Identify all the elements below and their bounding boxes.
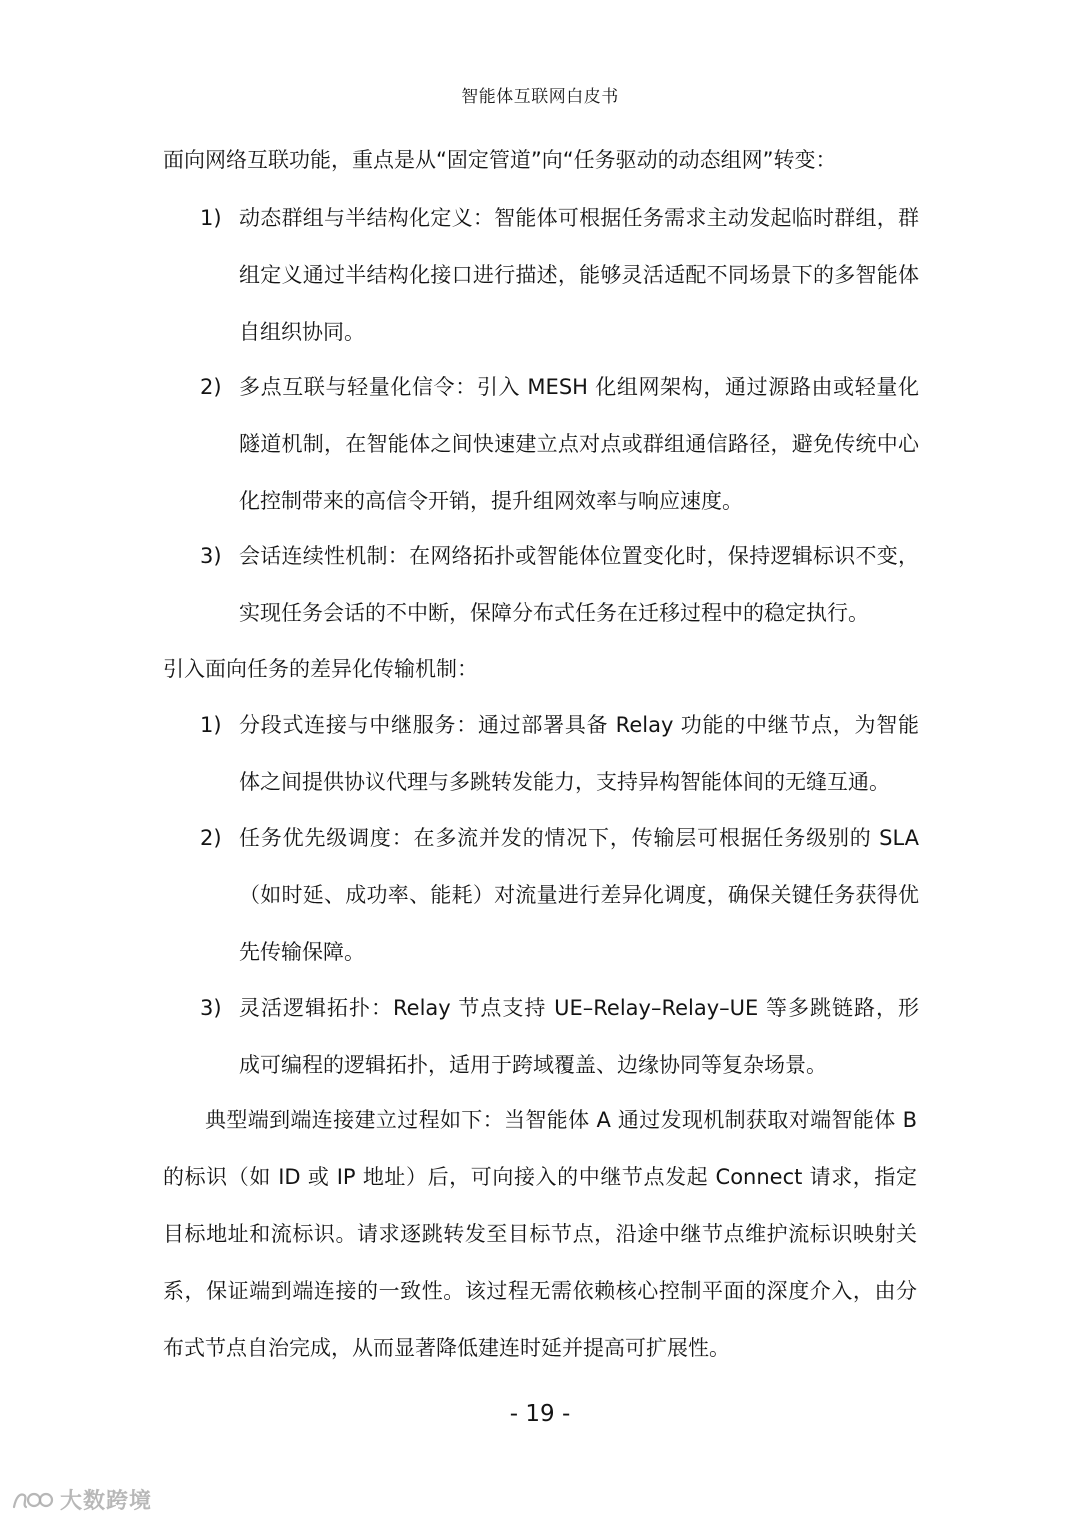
watermark-text: 大数跨境 bbox=[60, 1489, 153, 1514]
brand-logo-icon bbox=[10, 1487, 54, 1513]
list-item-text: 任务优先级调度：在多流并发的情况下，传输层可根据任务级别的 SLA（如时延、成功率、能耗）对流量进行差异化调度，确保关键任务获得优先传输保障。 bbox=[239, 825, 919, 964]
list-item-text: 动态群组与半结构化定义：智能体可根据任务需求主动发起临时群组，群组定义通过半结构化接口进行描述，能够灵活适配不同场景下的多智能体自组织协同。 bbox=[239, 205, 919, 344]
list-item-text: 灵活逻辑拓扑：Relay 节点支持 UE–Relay–Relay–UE 等多跳链路，形成可编程的逻辑拓扑，适用于跨域覆盖、边缘协同等复杂场景。 bbox=[239, 995, 919, 1077]
list-item-number: 3) bbox=[200, 996, 222, 1020]
list-item-number: 1) bbox=[200, 206, 222, 230]
section-intro: 引入面向任务的差异化传输机制： bbox=[163, 657, 478, 681]
list-item-number: 1) bbox=[200, 713, 222, 737]
list-item-text: 分段式连接与中继服务：通过部署具备 Relay 功能的中继节点，为智能体之间提供协议代理与多跳转发能力，支持异构智能体间的无缝互通。 bbox=[239, 712, 919, 794]
page-number: - 19 - bbox=[509, 1401, 571, 1427]
watermark bbox=[10, 1484, 152, 1515]
list-item-number: 2) bbox=[200, 826, 222, 850]
page-header-title: 智能体互联网白皮书 bbox=[461, 87, 619, 107]
list-item-number: 3) bbox=[200, 544, 222, 568]
body-paragraph: 典型端到端连接建立过程如下：当智能体 A 通过发现机制获取对端智能体 B 的标识（如 ID 或 IP 地址）后，可向接入的中继节点发起 Connect 请求，指定目标地址和流标识。请求逐跳转发至目标节点，沿途中继节点维护流标识映射关系，保证端到端连接的一致性。该过程无需依赖核心控制平面的深度介入，由分布式节点自治完成，从而显著降低建连时延并提高可扩展性。 bbox=[163, 1108, 917, 1360]
list-item-number: 2) bbox=[200, 375, 222, 399]
list-item-text: 多点互联与轻量化信令：引入 MESH 化组网架构，通过源路由或轻量化隧道机制，在智能体之间快速建立点对点或群组通信路径，避免传统中心化控制带来的高信令开销，提升组网效率与响应速度。 bbox=[239, 374, 919, 513]
section-intro: 面向网络互联功能，重点是从“固定管道”向“任务驱动的动态组网”转变： bbox=[163, 148, 837, 172]
list-item-text: 会话连续性机制：在网络拓扑或智能体位置变化时，保持逻辑标识不变，实现任务会话的不中断，保障分布式任务在迁移过程中的稳定执行。 bbox=[239, 543, 919, 625]
